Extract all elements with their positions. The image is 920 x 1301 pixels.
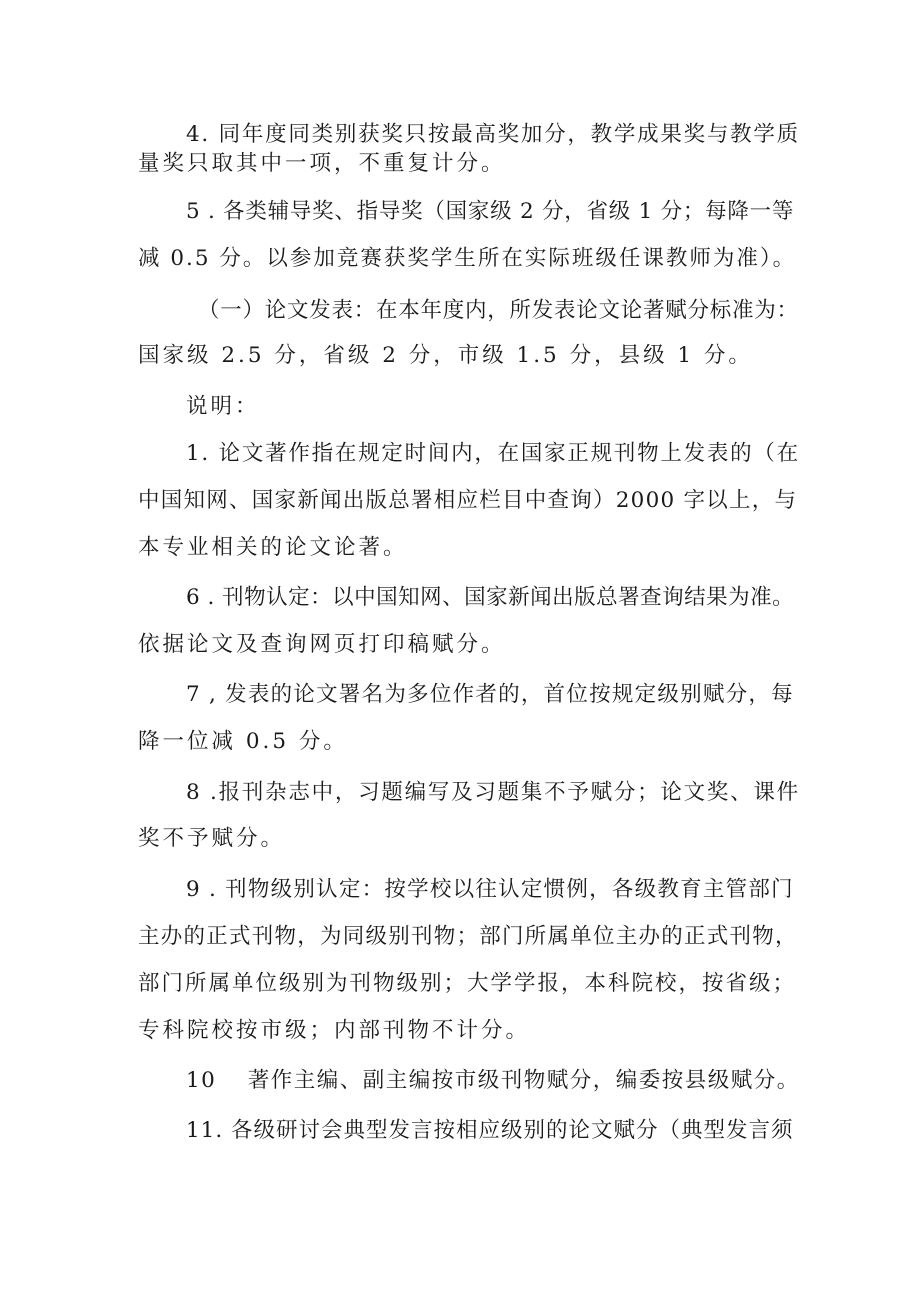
- text-line: 量奖只取其中一项，不重复计分。: [138, 151, 506, 176]
- text-line: 依据论文及查询网页打印稿赋分。: [138, 632, 506, 657]
- text-line: 减 0.5 分。以参加竞赛获奖学生所在实际班级任课教师为准）。: [138, 246, 797, 271]
- text-line: 4. 同年度同类别获奖只按最高奖加分，教学成果奖与教学质: [186, 122, 800, 147]
- text-line: 奖不予赋分。: [138, 826, 286, 851]
- note-heading: 说明：: [186, 394, 260, 419]
- text-line: 本专业相关的论文论著。: [138, 535, 408, 560]
- text-line: 国家级 2.5 分，省级 2 分，市级 1.5 分，县级 1 分。: [138, 343, 753, 368]
- text-line: 部门所属单位级别为刊物级别；大学学报，本科院校，按省级；: [138, 971, 797, 996]
- text-line: 1. 论文著作指在规定时间内，在国家正规刊物上发表的（在: [186, 441, 800, 466]
- text-line: 中国知网、国家新闻出版总署相应栏目中查询）2000 字以上，与: [138, 488, 798, 513]
- text-line: 专科院校按市级；内部刊物不计分。: [138, 1018, 531, 1043]
- text-line: 降一位减 0.5 分。: [138, 729, 348, 754]
- text-line: 11. 各级研讨会典型发言按相应级别的论文赋分（典型发言须: [186, 1118, 794, 1143]
- text-line: 8 .报刊杂志中，习题编写及习题集不予赋分；论文奖、课件: [186, 780, 800, 805]
- text-line: 10 著作主编、副主编按市级刊物赋分，编委按县级赋分。: [186, 1068, 800, 1093]
- text-line: 9 . 刊物级别认定：按学校以往认定惯例，各级教育主管部门: [186, 877, 794, 902]
- text-line: 5 . 各类辅导奖、指导奖（国家级 2 分，省级 1 分；每降一等: [186, 199, 795, 224]
- text-line: 主办的正式刊物，为同级别刊物；部门所属单位主办的正式刊物，: [138, 924, 798, 949]
- text-line: 6 . 刊物认定：以中国知网、国家新闻出版总署查询结果为准。: [186, 585, 795, 610]
- text-line: 7 , 发表的论文署名为多位作者的，首位按规定级别赋分，每: [186, 682, 794, 707]
- section-heading-line: （一）论文发表：在本年度内，所发表论文论著赋分标准为：: [198, 298, 799, 323]
